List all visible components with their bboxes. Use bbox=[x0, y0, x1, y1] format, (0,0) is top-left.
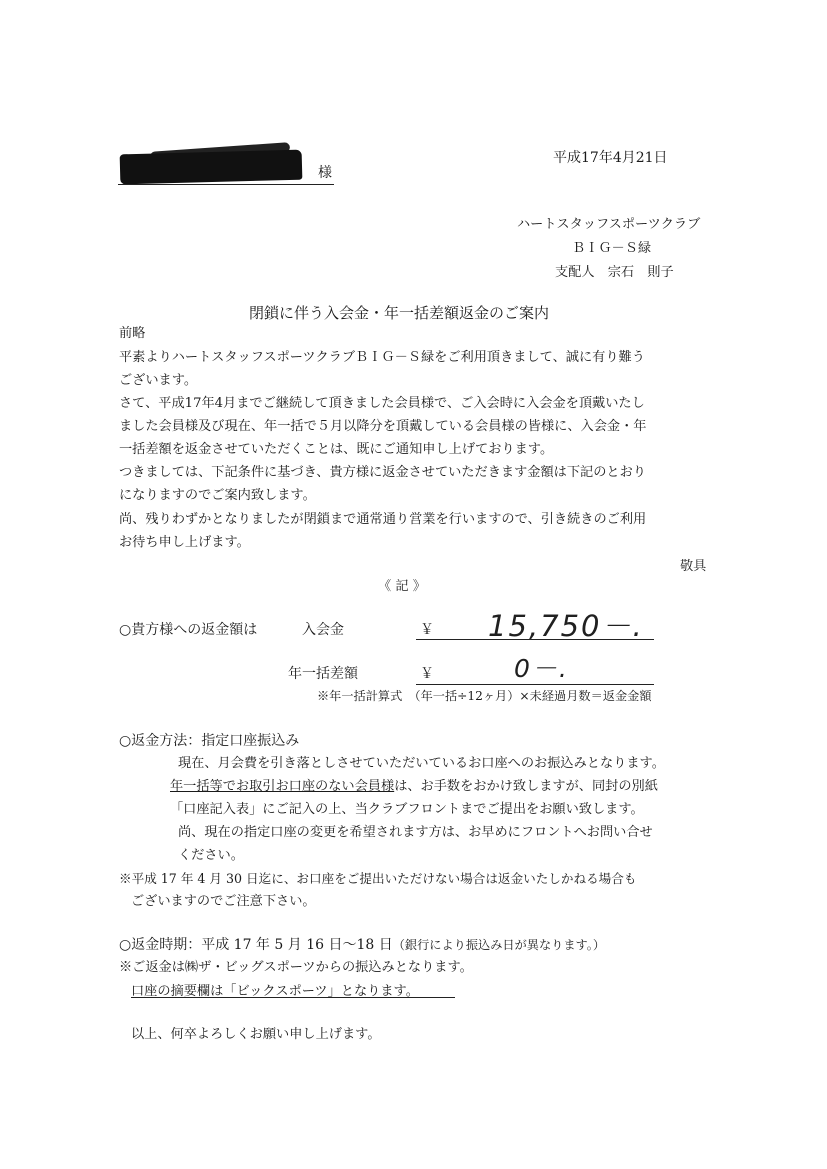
timing-paren: （銀行により振込み日が異なります。） bbox=[392, 938, 606, 952]
refund-formula: ※年一括計算式 （年一括÷12ヶ月）×未経過月数＝返金金額 bbox=[317, 689, 652, 703]
timing-note-underline bbox=[131, 997, 455, 998]
method-line bbox=[170, 776, 658, 797]
addressee-underline bbox=[118, 184, 334, 185]
sender-manager: 支配人 宗石 則子 bbox=[555, 265, 674, 280]
timing-heading-text: ○返金時期：平成 17 年 5 月 16 日～18 日 bbox=[119, 937, 393, 953]
method-line: 「口座記入表」にご記入の上、当クラブフロントまでご提出をお願い致します。 bbox=[170, 802, 644, 817]
body-line: 尚、残りわずかとなりましたが閉鎖まで通常通り営業を行いますので、引き続きのご利用 bbox=[119, 512, 647, 527]
method-line: 現在、月会費を引き落としさせていただいているお口座へのお振込みとなります。 bbox=[178, 756, 665, 771]
method-line: 尚、現在の指定口座の変更を希望されます方は、お早めにフロントへお問い合せ bbox=[178, 825, 653, 840]
body-line: ございます。 bbox=[119, 373, 198, 388]
body-line: ました会員様及び現在、年一括で５月以降分を頂戴している会員様の皆様に、入会金・年 bbox=[119, 419, 647, 434]
method-line-rest: は、お手数をおかけ致しますが、同封の別紙 bbox=[394, 779, 658, 794]
sender-org: ハートスタッフスポーツクラブ bbox=[517, 217, 701, 232]
final-line: 以上、何卒よろしくお願い申し上げます。 bbox=[131, 1027, 381, 1042]
entry-fee-yen: ￥ bbox=[420, 622, 434, 638]
sender-branch: ＢＩＧ－Ｓ緑 bbox=[572, 241, 652, 256]
salutation: 前略 bbox=[119, 326, 146, 341]
addressee-suffix: 様 bbox=[318, 165, 332, 181]
timing-note: ※ご返金は㈱ザ・ビッグスポーツからの振込みとなります。 bbox=[119, 960, 473, 975]
entry-fee-underline bbox=[416, 639, 654, 640]
entry-fee-label: 入会金 bbox=[302, 622, 344, 638]
method-line: ください。 bbox=[178, 848, 244, 863]
entry-fee-amount: 15,750－. bbox=[488, 609, 644, 643]
method-heading: ○返金方法：指定口座振込み bbox=[119, 733, 300, 749]
ki-heading: 《 記 》 bbox=[378, 579, 426, 594]
method-underlined-text: 年一括等でお取引お口座のない会員様 bbox=[170, 779, 395, 794]
timing-note: 口座の摘要欄は「ビックスポーツ」となります。 bbox=[131, 984, 419, 999]
closing-keigu: 敬具 bbox=[680, 559, 707, 574]
lump-label: 年一括差額 bbox=[288, 666, 358, 682]
lump-yen: ￥ bbox=[420, 666, 434, 682]
body-line: さて、平成17年4月までご継続して頂きました会員様で、ご入会時に入会金を頂戴いたし bbox=[119, 396, 645, 411]
timing-heading bbox=[119, 934, 605, 954]
body-line: になりますのでご案内致します。 bbox=[119, 488, 316, 503]
document-title: 閉鎖に伴う入会金・年一括差額返金のご案内 bbox=[249, 304, 550, 322]
method-note: ございますのでご注意下さい。 bbox=[131, 894, 316, 909]
method-note: ※平成 17 年 4 月 30 日迄に、お口座をご提出いただけない場合は返金いたしかねる場合も bbox=[119, 871, 637, 886]
body-line: 平素よりハートスタッフスポーツクラブＢＩＧ－Ｓ緑をご利用頂きまして、誠に有り難う bbox=[119, 350, 645, 365]
body-line: 一括差額を返金させていただくことは、既にご通知申し上げております。 bbox=[119, 442, 554, 457]
lump-amount: 0－. bbox=[514, 654, 569, 683]
body-line: つきましては、下記条件に基づき、貴方様に返金させていただきます金額は下記のとおり bbox=[119, 465, 646, 480]
lump-underline bbox=[416, 684, 654, 685]
letter-date: 平成17年4月21日 bbox=[553, 150, 668, 166]
body-line: お待ち申し上げます。 bbox=[119, 535, 250, 550]
refund-label: ○貴方様への返金額は bbox=[119, 622, 258, 638]
